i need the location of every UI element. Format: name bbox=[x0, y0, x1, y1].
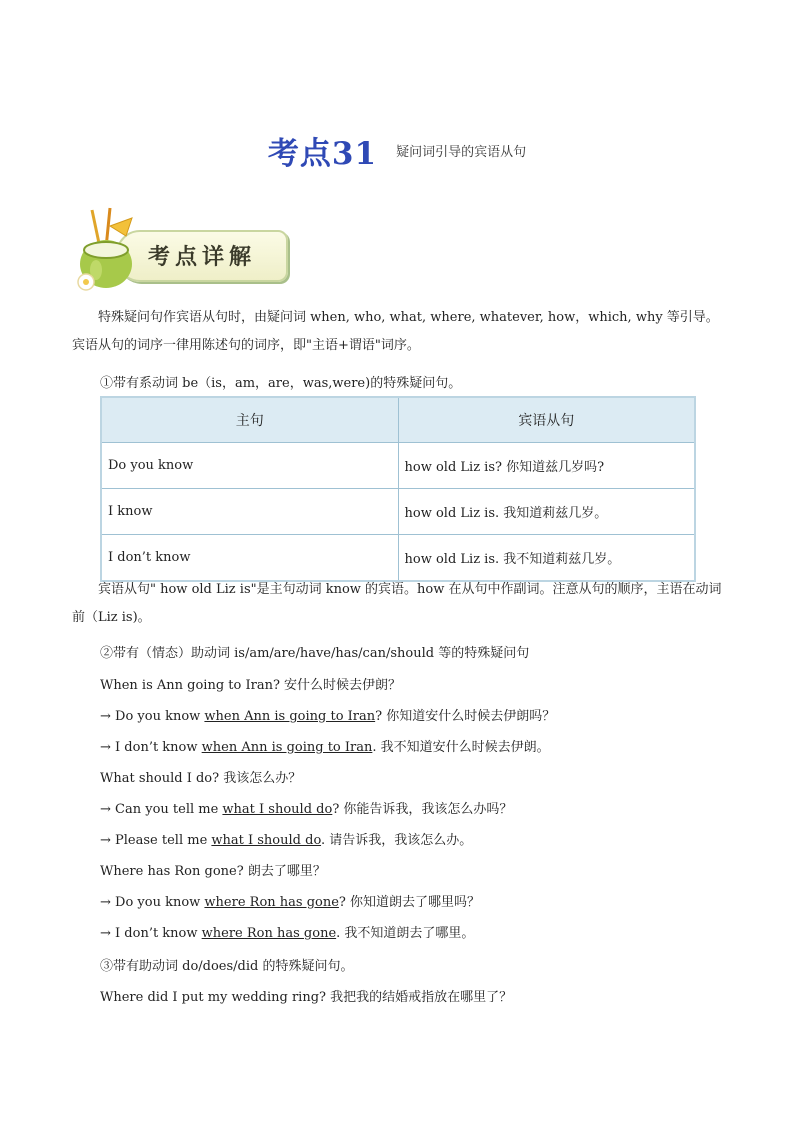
example-underlined: what I should do bbox=[222, 802, 333, 817]
table-cell: I know bbox=[101, 489, 398, 535]
table-header-main-clause: 主句 bbox=[101, 397, 398, 443]
table-row bbox=[101, 443, 695, 489]
table-row bbox=[101, 535, 695, 582]
banner-label: 考点详解 bbox=[148, 244, 257, 270]
example-line bbox=[100, 767, 301, 786]
example-text: → Can you tell me bbox=[100, 802, 223, 817]
example-line bbox=[100, 922, 474, 941]
example-text: → Do you know bbox=[100, 709, 205, 724]
section-banner bbox=[70, 206, 290, 294]
table-cell: how old Liz is? 你知道兹几岁吗? bbox=[398, 443, 695, 489]
table-cell: how old Liz is. 我不知道莉兹几岁。 bbox=[398, 535, 695, 582]
example-text: What should I do? 我该怎么办？ bbox=[100, 771, 302, 786]
example-text: → I don’t know bbox=[100, 740, 202, 755]
example-underlined: when Ann is going to Iran bbox=[204, 709, 376, 724]
example-underlined: where Ron has gone bbox=[201, 926, 337, 941]
example-text-end: ? 你知道安什么时候去伊朗吗？ bbox=[375, 709, 556, 724]
example-text: When is Ann going to Iran? 安什么时候去伊朗？ bbox=[100, 678, 402, 693]
point-2-heading: ②带有（情态）助动词 is/am/are/have/has/can/should 等的特殊疑问句 bbox=[100, 646, 530, 661]
table-cell: Do you know bbox=[101, 443, 398, 489]
point-3-heading: ③带有助动词 do/does/did 的特殊疑问句。 bbox=[100, 959, 354, 974]
example-line bbox=[100, 891, 480, 910]
example-text-end: . 我不知道朗去了哪里。 bbox=[336, 926, 475, 941]
example-text: → Please tell me bbox=[100, 833, 212, 848]
example-line bbox=[100, 705, 555, 724]
example-text: Where has Ron gone? 朗去了哪里？ bbox=[100, 864, 326, 879]
example-line bbox=[100, 674, 401, 693]
point-1-heading: ①带有系动词 be（is，am，are，was,were)的特殊疑问句。 bbox=[100, 376, 462, 391]
example-text-end: ? 你能告诉我，我该怎么办吗？ bbox=[332, 802, 513, 817]
example-text-end: . 我不知道安什么时候去伊朗。 bbox=[372, 740, 550, 755]
table-cell: I don’t know bbox=[101, 535, 398, 582]
example-underlined: where Ron has gone bbox=[204, 895, 339, 910]
example-text-end: . 请告诉我，我该怎么办。 bbox=[321, 833, 473, 848]
page-title bbox=[0, 128, 794, 173]
title-subtitle: 疑问词引导的宾语从句 bbox=[396, 145, 527, 160]
table-header-row bbox=[101, 397, 695, 443]
example-text-end: ? 你知道朗去了哪里吗？ bbox=[338, 895, 481, 910]
example-line bbox=[100, 860, 326, 879]
example-underlined: what I should do bbox=[211, 833, 322, 848]
table-header-object-clause: 宾语从句 bbox=[398, 397, 695, 443]
example-text: → I don’t know bbox=[100, 926, 202, 941]
example-text: → Do you know bbox=[100, 895, 205, 910]
note-paragraph: 宾语从句" how old Liz is"是主句动词 know 的宾语。how 在从句中作副词。注意从句的顺序，主语在动词前（Liz is)。 bbox=[72, 582, 722, 625]
example-line bbox=[100, 798, 512, 817]
example-line bbox=[100, 736, 550, 755]
example-line bbox=[100, 829, 472, 848]
title-main: 考点31 bbox=[267, 136, 378, 172]
intro-paragraph: 特殊疑问句作宾语从句时，由疑问词 when, who, what, where, whatever, how，which, why 等引导。宾语从句的词序一律用陈述句的词序，即"主语+谓语"词序。 bbox=[72, 310, 719, 353]
table-cell: how old Liz is. 我知道莉兹几岁。 bbox=[398, 489, 695, 535]
table-row bbox=[101, 489, 695, 535]
coconut-drink-icon bbox=[70, 206, 160, 294]
last-example-line: Where did I put my wedding ring? 我把我的结婚戒指放在哪里了？ bbox=[100, 990, 513, 1005]
example-underlined: when Ann is going to Iran bbox=[201, 740, 373, 755]
example-table bbox=[100, 396, 696, 582]
